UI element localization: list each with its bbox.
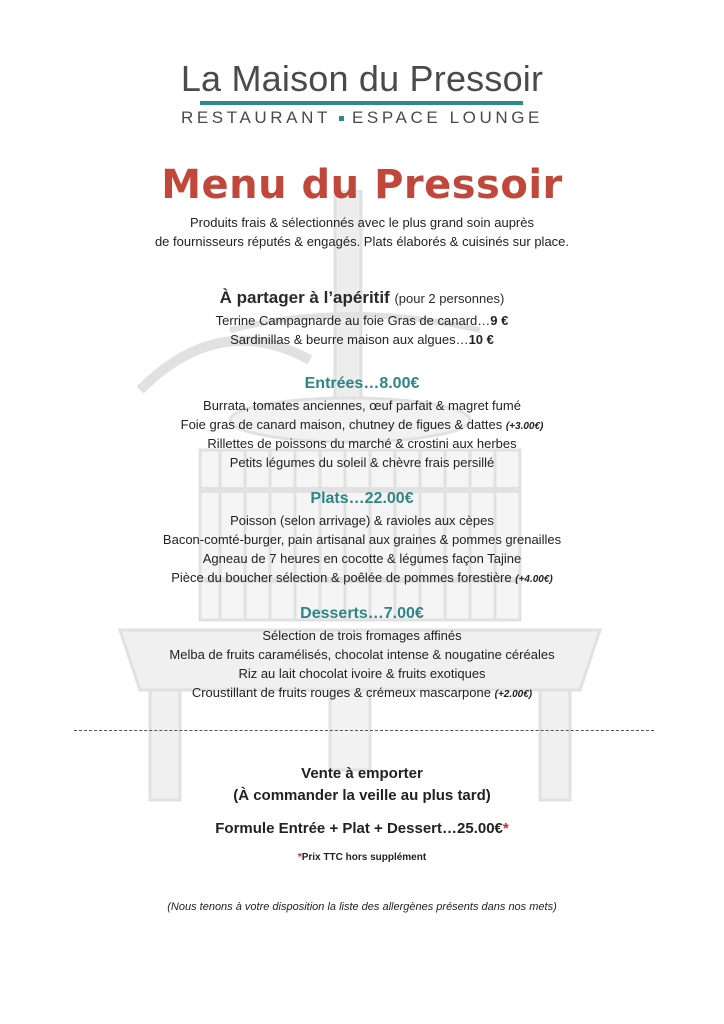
dessert-item (0, 626, 724, 645)
aperitif-item-text: Sardinillas & beurre maison aux algues… (230, 332, 469, 347)
menu-title: Menu du Pressoir (161, 162, 563, 208)
entree-item (0, 434, 724, 453)
brand-name: La Maison du Pressoir (180, 58, 544, 99)
dashed-divider (74, 730, 654, 731)
aperitif-item (0, 311, 724, 330)
entree-item-text: Petits légumes du soleil & chèvre frais persillé (229, 455, 495, 470)
entree-item (0, 415, 724, 436)
aperitif-item-price: 10 € (468, 332, 494, 347)
intro-line-1: Produits frais & sélectionnés avec le plus grand soin auprès (190, 215, 534, 230)
aperitif-item-text: Terrine Campagnarde au foie Gras de canard… (215, 313, 491, 328)
brand-divider (200, 101, 523, 105)
takeaway-condition: (À commander la veille au plus tard) (233, 787, 491, 804)
plat-item (0, 568, 724, 589)
plat-item-text: Agneau de 7 heures en cocotte & légumes façon Tajine (202, 551, 522, 566)
brand-separator-dot (339, 116, 344, 121)
dessert-item-supplement: (+2.00€) (494, 689, 533, 700)
price-note-asterisk: * (297, 852, 302, 863)
dessert-item (0, 664, 724, 683)
allergens-note: (Nous tenons à votre disposition la liste des allergènes présents dans nos mets) (167, 901, 557, 913)
plat-item (0, 511, 724, 530)
dessert-item (0, 645, 724, 664)
intro-line-2: de fournisseurs réputés & engagés. Plats élaborés & cuisinés sur place. (154, 234, 570, 249)
entree-item-text: Rillettes de poissons du marché & crostini aux herbes (207, 436, 517, 451)
price-note (0, 852, 724, 863)
plats-heading: Plats…22.00€ (310, 490, 414, 507)
entrees-heading: Entrées…8.00€ (304, 375, 420, 392)
takeaway-formula (0, 820, 724, 837)
entree-item (0, 396, 724, 415)
aperitif-item-price: 9 € (490, 313, 509, 328)
plat-item-text: Bacon-comté-burger, pain artisanal aux graines & pommes grenailles (162, 532, 562, 547)
entree-item-supplement: (+3.00€) (505, 421, 544, 432)
plat-item (0, 549, 724, 568)
aperitif-item (0, 330, 724, 349)
brand-subtitle (0, 108, 724, 128)
dessert-item-text: Sélection de trois fromages affinés (262, 628, 462, 643)
plat-item-supplement: (+4.00€) (515, 574, 553, 585)
aperitif-title: À partager à l’apéritif (219, 288, 390, 307)
dessert-item-text: Riz au lait chocolat ivoire & fruits exotiques (238, 666, 486, 681)
formula-asterisk: * (502, 820, 509, 837)
dessert-item-text: Melba de fruits caramélisés, chocolat intense & nougatine céréales (169, 647, 555, 662)
plat-item-text: Pièce du boucher sélection & poêlée de pommes forestière (171, 570, 512, 585)
entree-item-text: Foie gras de canard maison, chutney de figues & dattes (180, 417, 503, 432)
formula-text: Formule Entrée + Plat + Dessert…25.00€ (215, 820, 503, 837)
desserts-heading: Desserts…7.00€ (300, 605, 424, 622)
entree-item (0, 453, 724, 472)
price-note-text: Prix TTC hors supplément (301, 852, 427, 863)
aperitif-heading (0, 288, 724, 308)
takeaway-heading: Vente à emporter (301, 765, 423, 782)
brand-sub-restaurant: RESTAURANT (180, 108, 331, 127)
entree-item-text: Burrata, tomates anciennes, œuf parfait & magret fumé (203, 398, 521, 413)
dessert-item-text: Croustillant de fruits rouges & crémeux mascarpone (191, 685, 491, 700)
plat-item (0, 530, 724, 549)
aperitif-note: (pour 2 personnes) (394, 291, 505, 306)
dessert-item (0, 683, 724, 704)
brand-sub-lounge: ESPACE LOUNGE (351, 108, 543, 127)
plat-item-text: Poisson (selon arrivage) & ravioles aux cèpes (230, 513, 494, 528)
